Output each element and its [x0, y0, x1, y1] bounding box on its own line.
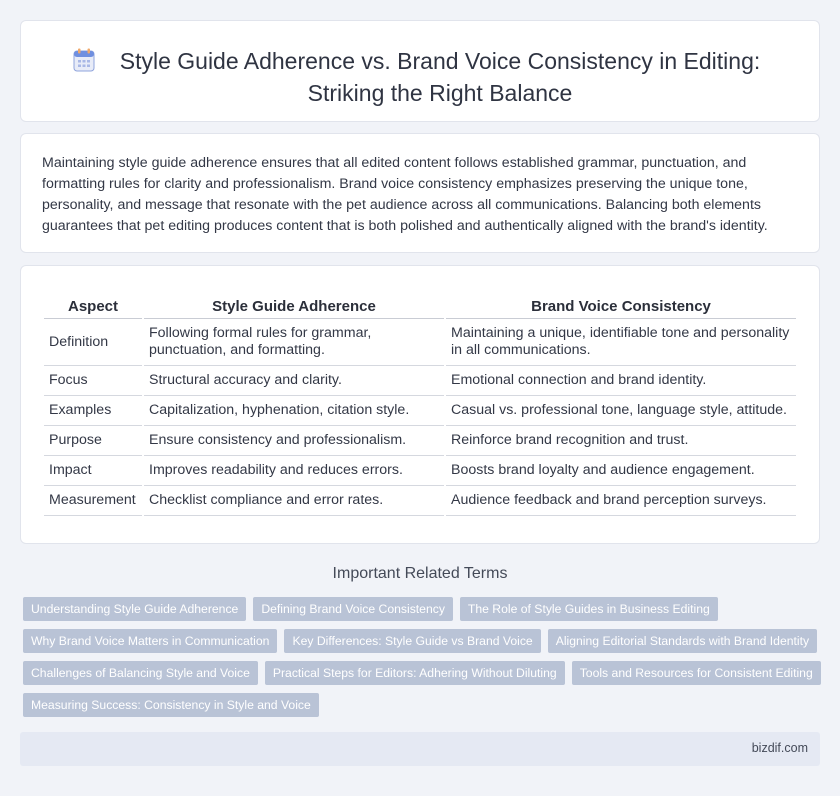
- row-brand-voice: Boosts brand loyalty and audience engagement.: [446, 456, 796, 486]
- related-terms-title: Important Related Terms: [332, 565, 508, 582]
- row-aspect: Focus: [44, 366, 142, 396]
- table-row: [44, 426, 796, 456]
- row-brand-voice: Reinforce brand recognition and trust.: [446, 426, 796, 456]
- title-card: [20, 20, 820, 122]
- row-style-guide: Checklist compliance and error rates.: [144, 486, 444, 516]
- related-terms-list: [23, 597, 823, 725]
- related-term-link[interactable]: Tools and Resources for Consistent Editing: [572, 661, 821, 685]
- intro-paragraph: Maintaining style guide adherence ensures that all edited content follows established grammar, punctuation, and formatting rules for clarity and professionalism. Brand voice consistency emphasizes preserving the unique tone, personality, and message that resonate with the pet audience across all communications. Balancing both elements guarantees that pet editing produces content that is both polished and authentically aligned with the brand's identity.: [42, 155, 768, 234]
- footer-site-link[interactable]: bizdif.com: [751, 741, 808, 755]
- row-style-guide: Following formal rules for grammar, punctuation, and formatting.: [144, 319, 444, 366]
- comparison-table: [42, 296, 798, 516]
- table-row: [44, 319, 796, 366]
- related-term-link[interactable]: Why Brand Voice Matters in Communication: [23, 629, 277, 653]
- row-style-guide: Capitalization, hyphenation, citation style.: [144, 396, 444, 426]
- row-aspect: Impact: [44, 456, 142, 486]
- row-aspect: Definition: [44, 319, 142, 366]
- row-brand-voice: Casual vs. professional tone, language style, attitude.: [446, 396, 796, 426]
- row-brand-voice: Audience feedback and brand perception surveys.: [446, 486, 796, 516]
- row-aspect: Examples: [44, 396, 142, 426]
- header-aspect: Aspect: [44, 296, 142, 319]
- related-term-link[interactable]: The Role of Style Guides in Business Editing: [460, 597, 718, 621]
- table-row: [44, 456, 796, 486]
- footer: [20, 732, 820, 766]
- header-style-guide: Style Guide Adherence: [144, 296, 444, 319]
- row-brand-voice: Maintaining a unique, identifiable tone and personality in all communications.: [446, 319, 796, 366]
- header-brand-voice: Brand Voice Consistency: [446, 296, 796, 319]
- related-term-link[interactable]: Key Differences: Style Guide vs Brand Voice: [284, 629, 540, 653]
- row-style-guide: Structural accuracy and clarity.: [144, 366, 444, 396]
- row-brand-voice: Emotional connection and brand identity.: [446, 366, 796, 396]
- table-row: [44, 396, 796, 426]
- intro-card: [20, 133, 820, 253]
- row-aspect: Measurement: [44, 486, 142, 516]
- table-row: [44, 366, 796, 396]
- related-term-link[interactable]: Measuring Success: Consistency in Style and Voice: [23, 693, 319, 717]
- comparison-card: [20, 265, 820, 544]
- related-term-link[interactable]: Practical Steps for Editors: Adhering Without Diluting: [265, 661, 565, 685]
- page-title: Style Guide Adherence vs. Brand Voice Consistency in Editing: Striking the Right Balance: [119, 48, 761, 106]
- related-term-link[interactable]: Challenges of Balancing Style and Voice: [23, 661, 258, 685]
- table-header-row: [44, 296, 796, 319]
- row-aspect: Purpose: [44, 426, 142, 456]
- related-term-link[interactable]: Aligning Editorial Standards with Brand Identity: [548, 629, 817, 653]
- row-style-guide: Improves readability and reduces errors.: [144, 456, 444, 486]
- related-term-link[interactable]: Understanding Style Guide Adherence: [23, 597, 246, 621]
- related-term-link[interactable]: Defining Brand Voice Consistency: [253, 597, 453, 621]
- row-style-guide: Ensure consistency and professionalism.: [144, 426, 444, 456]
- table-row: [44, 486, 796, 516]
